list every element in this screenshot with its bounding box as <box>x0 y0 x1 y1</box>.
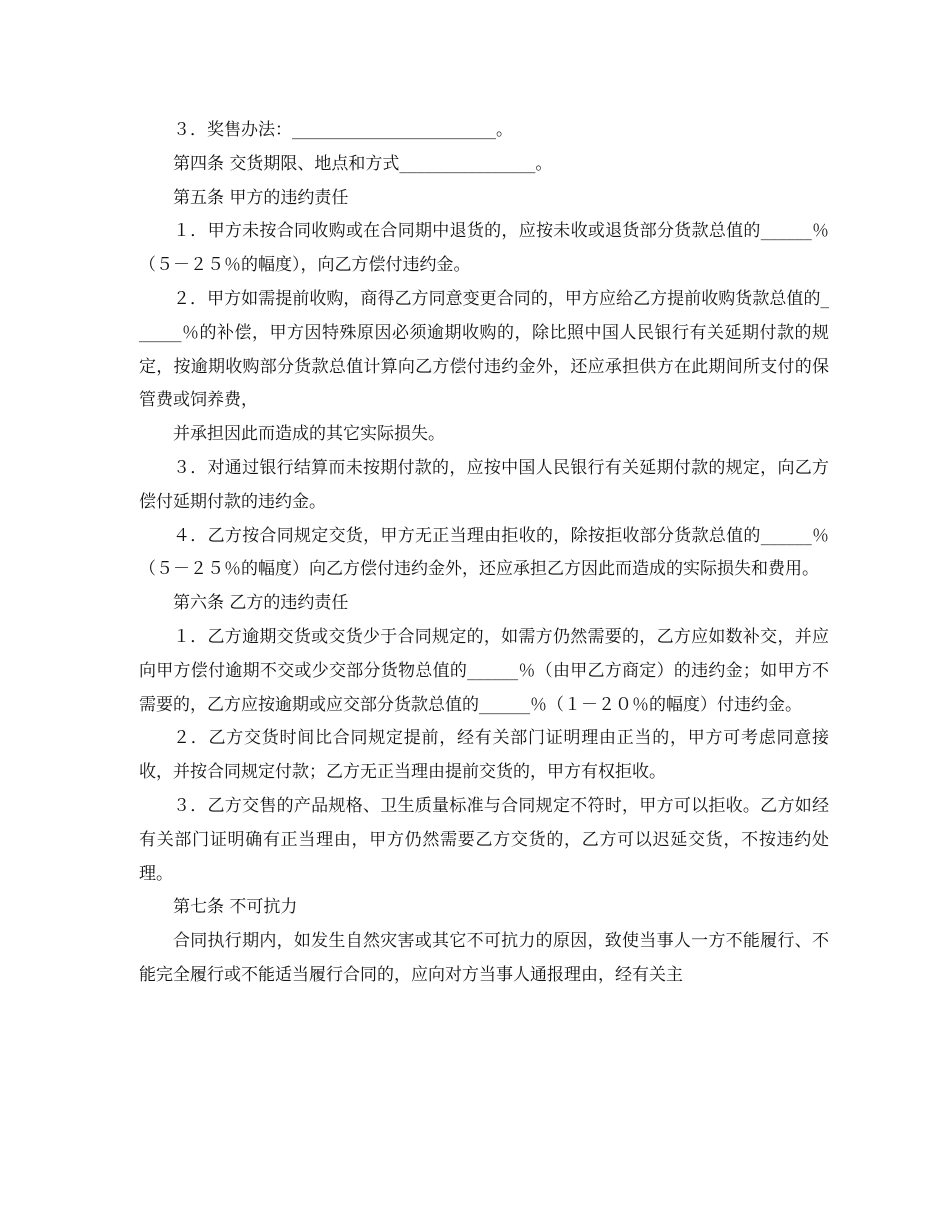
article-5-clause-1: １．甲方未按合同收购或在合同期中退货的，应按未收或退货部分货款总值的______％（５－２５％的幅度），向乙方偿付违约金。 <box>139 221 829 276</box>
article-6-clause-3: ３．乙方交售的产品规格、卫生质量标准与合同规定不符时，甲方可以拒收。乙方如经有关部门证明确有正当理由，甲方仍然需要乙方交货的，乙方可以迟延交货，不按违约处理。 <box>139 795 829 884</box>
article-6-clause-2: ２．乙方交货时间比合同规定提前，经有关部门证明理由正当的，甲方可考虑同意接收，并按合同规定付款；乙方无正当理由提前交货的，甲方有权拒收。 <box>139 728 829 783</box>
clause-3-reward-method: ３．奖售办法：________________________。 <box>173 120 513 140</box>
article-5-clause-4: ４．乙方按合同规定交货，甲方无正当理由拒收的，除按拒收部分货款总值的______％（５－２５％的幅度）向乙方偿付违约金外，还应承担乙方因此而造成的实际损失和费用。 <box>139 525 829 580</box>
article-4-heading: 第四条 交货期限、地点和方式________________。 <box>173 153 553 174</box>
article-5-clause-2-continued: 并承担因此而造成的其它实际损失。 <box>173 424 445 445</box>
article-5-clause-3: ３．对通过银行结算而未按期付款的，应按中国人民银行有关延期付款的规定，向乙方偿付延期付款的违约金。 <box>139 457 829 512</box>
article-6-clause-1: １．乙方逾期交货或交货少于合同规定的，如需方仍然需要的，乙方应如数补交，并应向甲方偿付逾期不交或少交部分货物总值的______％（由甲乙方商定）的违约金；如甲方不需要的，乙方应按逾期或应交部分货款总值的______％（１－２０％的幅度）付违约金。 <box>139 626 829 715</box>
article-5-clause-2: ２．甲方如需提前收购，商得乙方同意变更合同的，甲方应给乙方提前收购货款总值的______％的补偿，甲方因特殊原因必须逾期收购的，除比照中国人民银行有关延期付款的规定，按逾期收购部分货款总值计算向乙方偿付违约金外，还应承担供方在此期间所支付的保管费或饲养费， <box>139 288 829 411</box>
article-6-heading: 第六条 乙方的违约责任 <box>173 593 349 614</box>
article-5-heading: 第五条 甲方的违约责任 <box>173 187 349 208</box>
article-7-body: 合同执行期内，如发生自然灾害或其它不可抗力的原因，致使当事人一方不能履行、不能完全履行或不能适当履行合同的，应向对方当事人通报理由，经有关主 <box>139 931 829 985</box>
document-body <box>139 114 829 993</box>
article-7-heading: 第七条 不可抗力 <box>173 897 298 918</box>
